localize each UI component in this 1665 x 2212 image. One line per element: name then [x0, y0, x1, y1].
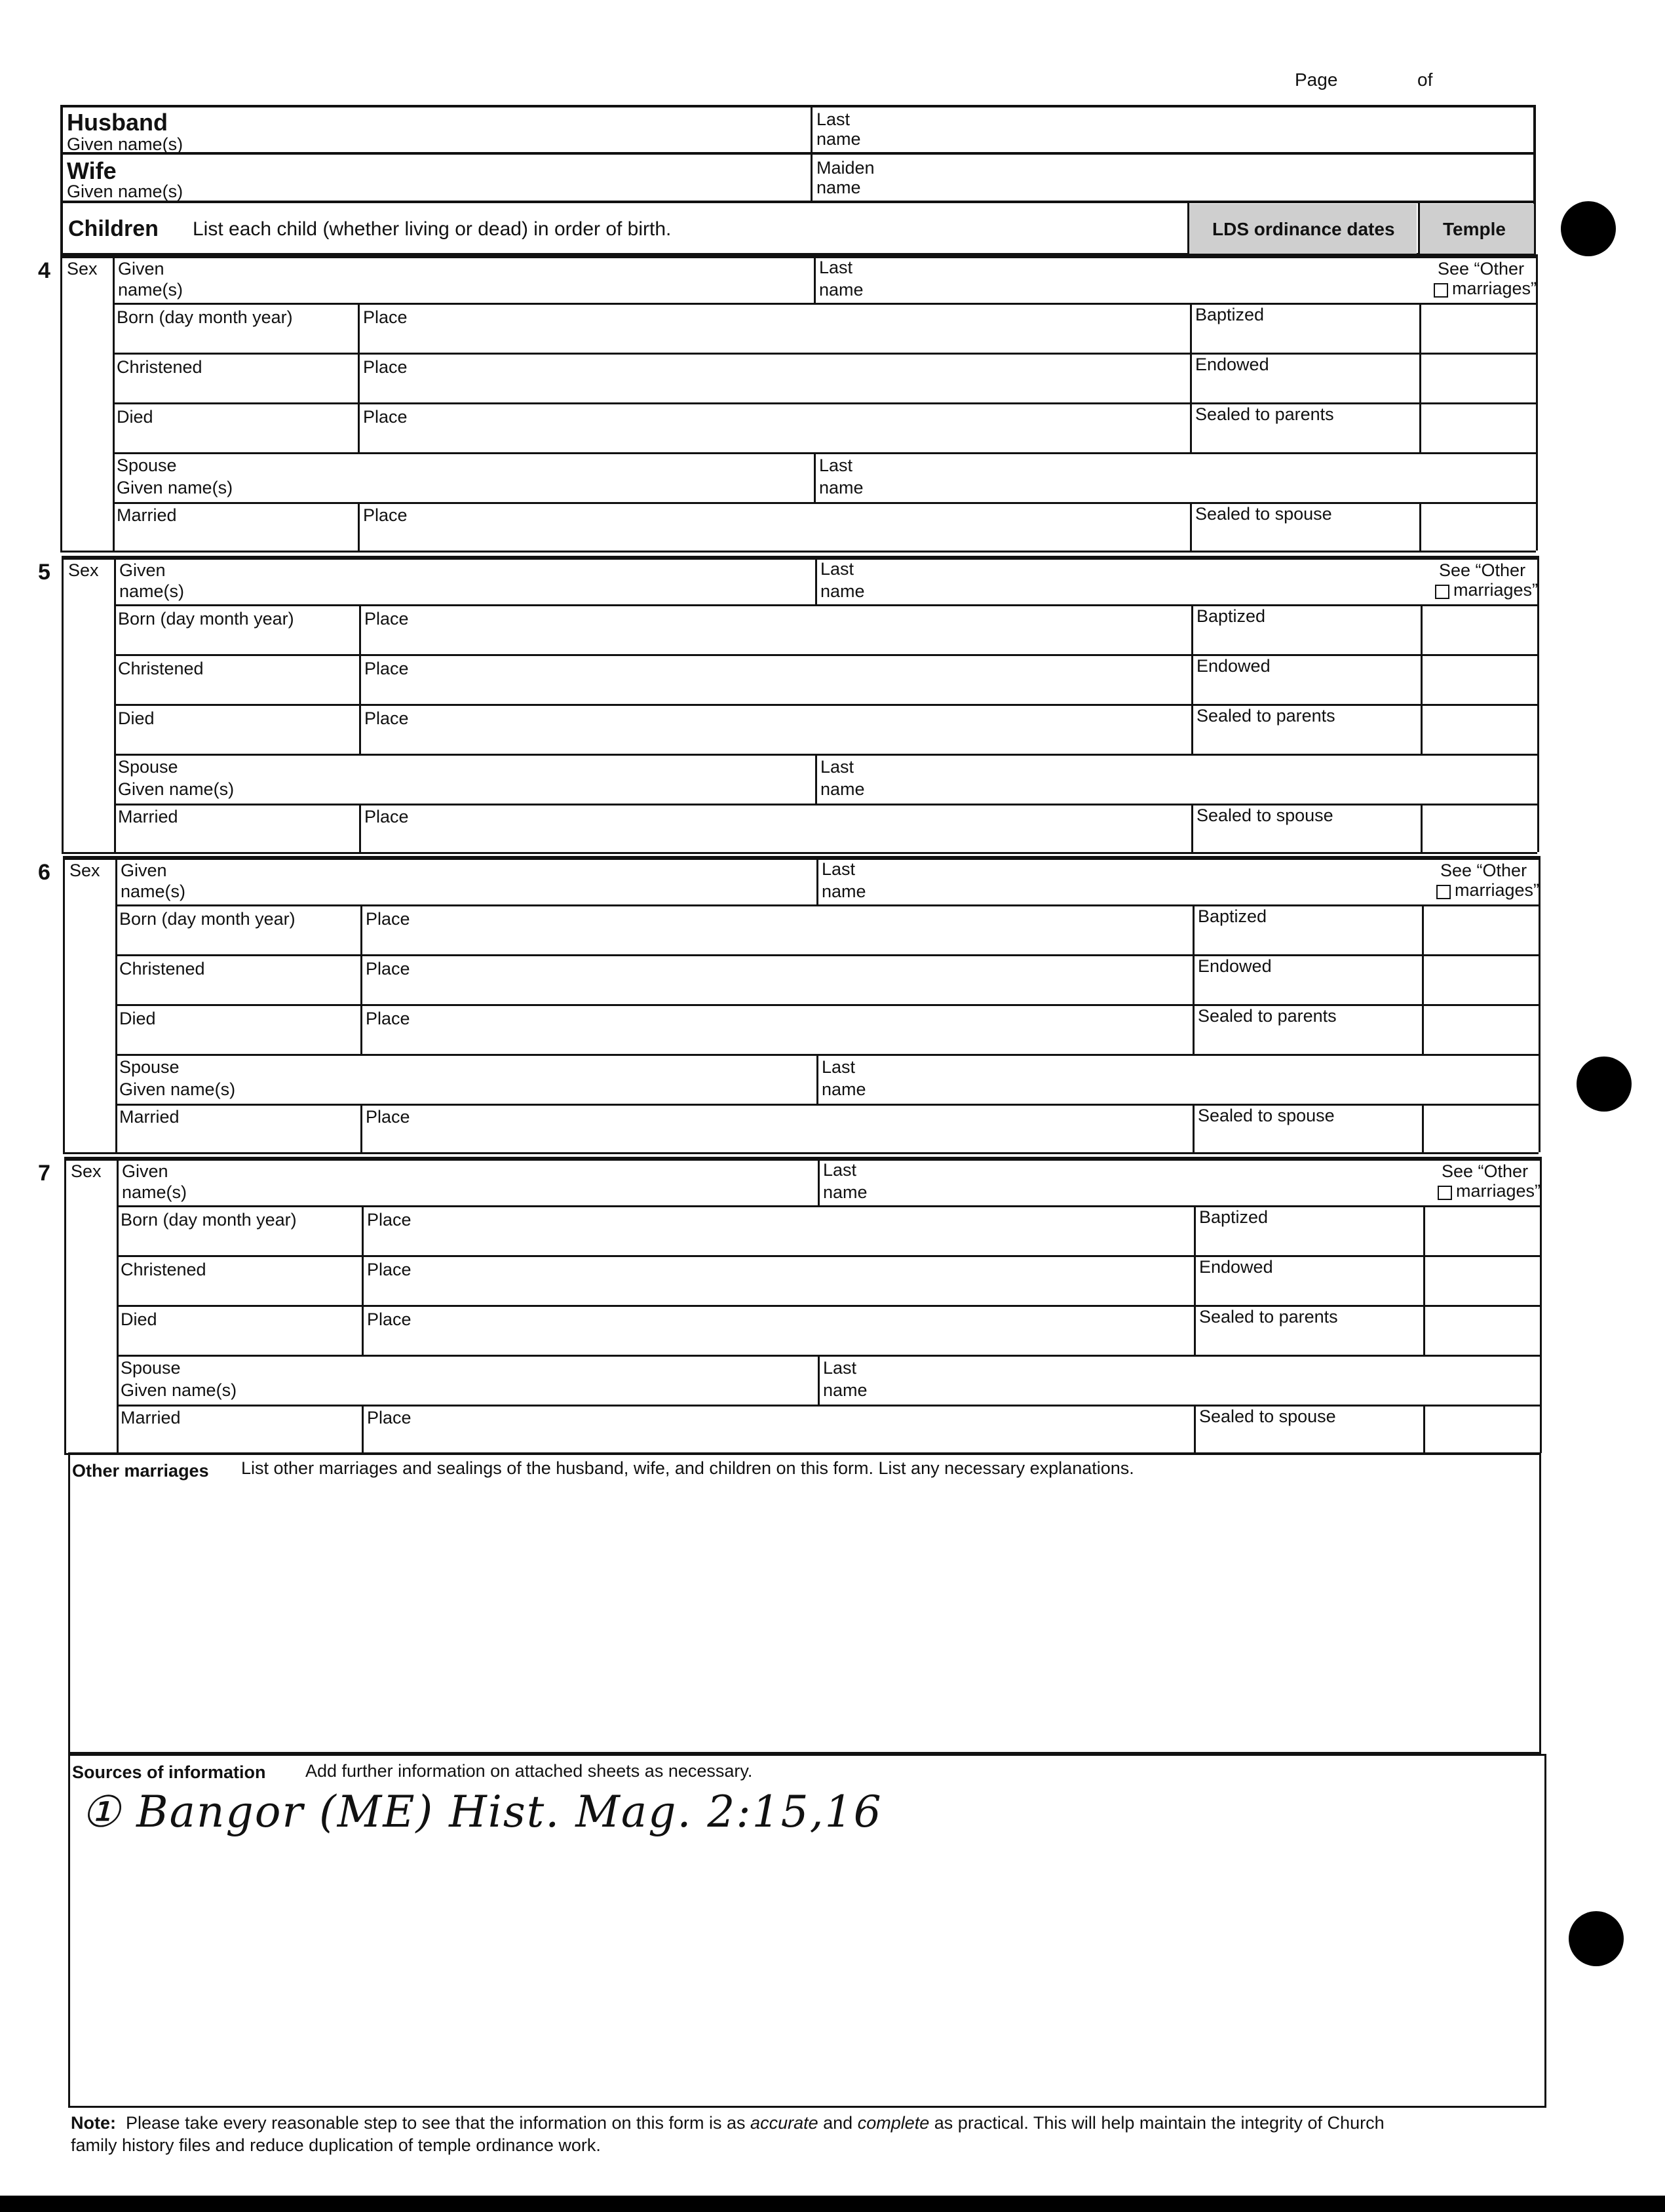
temple-divider — [1423, 1305, 1425, 1355]
died-label: Died — [117, 407, 153, 427]
born-date-field[interactable] — [117, 328, 353, 350]
row-line — [113, 353, 1536, 355]
lds-divider — [1194, 1255, 1196, 1305]
died-date-field[interactable] — [119, 1029, 355, 1051]
place-divider — [358, 303, 360, 353]
born-label: Born (day month year) — [121, 1210, 297, 1230]
endowed-temple-field[interactable] — [1425, 658, 1533, 699]
sealed-spouse-date-field[interactable] — [1198, 1127, 1417, 1148]
married-date-field[interactable] — [118, 827, 354, 848]
place-label: Place — [363, 357, 408, 377]
spouse-label-2: Given name(s) — [118, 779, 235, 799]
endowed-label: Endowed — [1199, 1257, 1273, 1277]
sealed-parents-label: Sealed to parents — [1198, 1006, 1337, 1026]
row-line — [115, 904, 1539, 906]
last-label: Last — [819, 258, 853, 277]
spouse-last-field[interactable] — [881, 758, 1531, 798]
see-other-label-2: marriages” — [1452, 279, 1537, 298]
spouse-label: Spouse — [117, 456, 177, 475]
died-place-field[interactable] — [363, 427, 1185, 450]
endowed-label: Endowed — [1198, 956, 1272, 976]
temple-divider — [1421, 604, 1423, 654]
sex-label: Sex — [67, 259, 98, 279]
baptized-date-field[interactable] — [1196, 628, 1415, 650]
child-given-field[interactable] — [201, 860, 810, 899]
lds-divider — [1191, 654, 1193, 704]
temple-divider — [1423, 1405, 1425, 1453]
spouse-label-2: Given name(s) — [119, 1079, 236, 1099]
spouse-last-label-2: name — [819, 478, 864, 497]
place-divider — [360, 1104, 362, 1152]
place-label: Place — [366, 1107, 410, 1127]
other-marriages-checkbox[interactable] — [1434, 283, 1448, 298]
place-label: Place — [367, 1210, 411, 1230]
endowed-temple-field[interactable] — [1427, 1259, 1536, 1300]
spouse-label: Spouse — [121, 1358, 181, 1378]
last-label-2: name — [822, 882, 866, 901]
child-given-field[interactable] — [198, 258, 807, 298]
lds-divider — [1193, 1004, 1195, 1054]
child-bottom-line — [63, 1152, 1539, 1154]
place-divider — [362, 1255, 364, 1305]
born-date-field[interactable] — [121, 1230, 356, 1252]
place-divider — [359, 654, 361, 704]
born-label: Born (day month year) — [118, 609, 294, 629]
sealed-spouse-temple-field[interactable] — [1427, 1408, 1536, 1448]
sealed-parents-date-field[interactable] — [1195, 426, 1414, 448]
wife-given-label: Given name(s) — [67, 182, 183, 201]
row-line — [114, 654, 1537, 656]
child-last-field[interactable] — [882, 860, 1421, 899]
christened-label: Christened — [118, 659, 204, 678]
place-divider — [362, 1205, 364, 1255]
born-label: Born (day month year) — [119, 909, 296, 929]
endowed-date-field[interactable] — [1199, 1279, 1418, 1301]
wife-maiden-label: Maiden — [816, 158, 875, 178]
baptized-date-field[interactable] — [1199, 1229, 1418, 1251]
temple-divider — [1419, 502, 1421, 551]
punch-hole-top — [1561, 201, 1616, 256]
sealed-parents-temple-field[interactable] — [1423, 406, 1532, 447]
sex-field[interactable] — [66, 579, 105, 602]
sealed-parents-label: Sealed to parents — [1195, 404, 1334, 424]
place-label: Place — [364, 708, 409, 728]
lds-divider — [1190, 303, 1192, 353]
lds-divider — [1190, 353, 1192, 402]
place-label: Place — [367, 1408, 411, 1427]
spouse-last-field[interactable] — [882, 1058, 1532, 1098]
place-label: Place — [366, 959, 410, 979]
sealed-spouse-temple-field[interactable] — [1423, 506, 1532, 545]
other-marriages-title: Other marriages — [72, 1461, 209, 1481]
died-place-field[interactable] — [364, 729, 1186, 751]
died-label: Died — [119, 1009, 156, 1028]
married-date-field[interactable] — [121, 1428, 356, 1449]
married-label: Married — [119, 1107, 180, 1127]
child-divider — [818, 1157, 820, 1205]
given-label: Given — [118, 259, 164, 279]
baptized-label: Baptized — [1199, 1207, 1269, 1227]
spouse-given-field[interactable] — [273, 1058, 810, 1098]
row-line — [117, 1205, 1540, 1207]
endowed-date-field[interactable] — [1198, 978, 1417, 1000]
temple-divider — [1419, 303, 1421, 353]
last-label: Last — [822, 859, 856, 879]
spouse-last-label: Last — [820, 757, 854, 777]
place-divider — [362, 1305, 364, 1355]
died-date-field[interactable] — [117, 427, 353, 450]
sources-title: Sources of information — [72, 1762, 266, 1782]
husband-given-label: Given name(s) — [67, 134, 183, 154]
given-label-2: name(s) — [122, 1182, 187, 1202]
spouse-label: Spouse — [119, 1057, 180, 1077]
husband-given-field[interactable] — [216, 111, 793, 151]
place-label: Place — [367, 1260, 411, 1279]
child-left-border — [62, 556, 64, 852]
child-number: 5 — [38, 560, 50, 585]
child-last-field[interactable] — [881, 560, 1419, 599]
temple-header: Temple — [1443, 219, 1506, 239]
sex-field[interactable] — [64, 278, 104, 300]
child-number: 7 — [38, 1161, 50, 1186]
christened-date-field[interactable] — [121, 1280, 356, 1302]
temple-divider — [1423, 1205, 1425, 1255]
handwritten-source-entry: ① Bangor (ME) Hist. Mag. 2:15,16 — [81, 1787, 883, 1837]
spouse-given-field[interactable] — [271, 758, 809, 798]
baptized-temple-field[interactable] — [1425, 608, 1533, 649]
see-other-label-2: marriages” — [1455, 880, 1540, 900]
spouse-last-label-2: name — [823, 1380, 868, 1400]
sealed-parents-temple-field[interactable] — [1426, 1008, 1535, 1049]
see-other-label: See “Other — [1438, 259, 1525, 279]
baptized-temple-field[interactable] — [1426, 908, 1535, 949]
christened-date-field[interactable] — [118, 679, 354, 701]
spouse-divider — [818, 1355, 820, 1405]
children-title: Children — [68, 216, 159, 241]
sex-label: Sex — [68, 560, 99, 580]
christened-place-field[interactable] — [363, 378, 1185, 400]
baptized-temple-field[interactable] — [1423, 307, 1532, 347]
place-divider — [358, 353, 360, 402]
note-text: Note: Please take every reasonable step to see that the information on this form is as accurate and complete as practical. This will help maintain the integrity of Church family history files and reduce duplication of temple ordinance work. — [71, 2113, 1385, 2155]
row-line — [117, 1255, 1540, 1257]
sex-field[interactable] — [67, 880, 106, 902]
endowed-label: Endowed — [1195, 355, 1269, 374]
baptized-label: Baptized — [1195, 305, 1265, 324]
christened-place-field[interactable] — [366, 979, 1187, 1001]
married-place-field[interactable] — [364, 827, 1186, 848]
lds-divider — [1191, 704, 1193, 754]
endowed-date-field[interactable] — [1196, 678, 1415, 700]
born-place-field[interactable] — [367, 1230, 1189, 1252]
child-left-border — [64, 1157, 66, 1453]
see-other-label-2: marriages” — [1456, 1181, 1541, 1201]
place-divider — [358, 502, 360, 551]
scan-edge-bar — [0, 2196, 1665, 2212]
given-label-2: name(s) — [118, 280, 183, 300]
spouse-last-label-2: name — [820, 779, 865, 799]
lds-divider — [1194, 1305, 1196, 1355]
place-label: Place — [364, 609, 409, 629]
place-divider — [359, 804, 361, 852]
sealed-parents-label: Sealed to parents — [1196, 706, 1335, 726]
place-label: Place — [363, 505, 408, 525]
spouse-last-label: Last — [823, 1358, 857, 1378]
married-place-field[interactable] — [366, 1127, 1187, 1148]
place-label: Place — [366, 909, 410, 929]
other-marriages-checkbox[interactable] — [1438, 1186, 1452, 1200]
child-bottom-line — [60, 551, 1536, 553]
died-date-field[interactable] — [121, 1330, 356, 1352]
spouse-label-2: Given name(s) — [121, 1380, 237, 1400]
lds-divider — [1193, 904, 1195, 954]
spouse-last-label: Last — [819, 456, 853, 475]
husband-last-field[interactable] — [865, 111, 1520, 151]
temple-divider — [1422, 954, 1424, 1004]
other-marriages-instruction: List other marriages and sealings of the husband, wife, and children on this form. List any necessary explanations. — [241, 1458, 1134, 1478]
married-date-field[interactable] — [119, 1127, 355, 1148]
temple-divider — [1421, 654, 1423, 704]
died-label: Died — [118, 708, 155, 728]
born-date-field[interactable] — [119, 929, 355, 952]
temple-divider — [1421, 804, 1423, 852]
temple-divider — [1423, 1255, 1425, 1305]
last-label-2: name — [820, 581, 865, 601]
last-label: Last — [820, 559, 854, 579]
note-title: Note: — [71, 2113, 116, 2133]
lds-ordinance-dates-header: LDS ordinance dates — [1212, 219, 1395, 239]
row-line — [115, 954, 1539, 956]
husband-title: Husband — [67, 109, 168, 136]
place-divider — [359, 704, 361, 754]
sex-field[interactable] — [68, 1180, 107, 1203]
sealed-parents-temple-field[interactable] — [1427, 1309, 1536, 1349]
children-instruction: List each child (whether living or dead) in order of birth. — [193, 218, 672, 240]
lds-divider — [1191, 604, 1193, 654]
row-line — [114, 754, 1537, 756]
row-line — [113, 303, 1536, 305]
punch-hole-bottom — [1569, 1911, 1624, 1966]
sealed-spouse-date-field[interactable] — [1195, 526, 1414, 547]
sealed-spouse-temple-field[interactable] — [1425, 807, 1533, 847]
temple-divider — [1419, 402, 1421, 452]
endowed-temple-field[interactable] — [1426, 958, 1535, 999]
lds-divider — [1190, 402, 1192, 452]
child-divider — [815, 556, 817, 604]
lds-divider — [1193, 1104, 1195, 1152]
child-last-field[interactable] — [879, 258, 1418, 298]
sex-label: Sex — [69, 861, 100, 880]
sealed-parents-temple-field[interactable] — [1425, 708, 1533, 748]
christened-place-field[interactable] — [364, 679, 1186, 701]
temple-divider — [1422, 1004, 1424, 1054]
temple-divider — [1422, 1104, 1424, 1152]
husband-last-label: Last — [816, 109, 851, 129]
spouse-label-2: Given name(s) — [117, 478, 233, 497]
child-number: 6 — [38, 860, 50, 885]
place-label: Place — [367, 1310, 411, 1329]
endowed-label: Endowed — [1196, 656, 1271, 676]
christened-label: Christened — [117, 357, 202, 377]
died-date-field[interactable] — [118, 729, 354, 751]
born-label: Born (day month year) — [117, 307, 293, 327]
child-last-field[interactable] — [883, 1161, 1422, 1200]
other-marriages-checkbox[interactable] — [1435, 585, 1449, 599]
sealed-parents-label: Sealed to parents — [1199, 1307, 1338, 1327]
place-label: Place — [366, 1009, 410, 1028]
baptized-date-field[interactable] — [1198, 928, 1417, 950]
born-place-field[interactable] — [364, 629, 1186, 651]
married-label: Married — [121, 1408, 181, 1427]
last-label-2: name — [823, 1182, 868, 1202]
christened-place-field[interactable] — [367, 1280, 1189, 1302]
spouse-given-field[interactable] — [274, 1359, 811, 1399]
spouse-label: Spouse — [118, 757, 178, 777]
sealed-spouse-temple-field[interactable] — [1426, 1108, 1535, 1147]
endowed-temple-field[interactable] — [1423, 357, 1532, 397]
lds-divider — [1193, 954, 1195, 1004]
sealed-parents-date-field[interactable] — [1198, 1028, 1417, 1050]
last-label: Last — [823, 1160, 857, 1180]
baptized-date-field[interactable] — [1195, 326, 1414, 349]
other-marriages-checkbox[interactable] — [1436, 885, 1451, 899]
spouse-last-field[interactable] — [883, 1359, 1533, 1399]
place-divider — [360, 904, 362, 954]
born-date-field[interactable] — [118, 629, 354, 651]
place-label: Place — [363, 307, 408, 327]
child-divider — [814, 254, 816, 303]
child-number: 4 — [38, 258, 50, 283]
wife-given-field[interactable] — [216, 160, 793, 199]
place-label: Place — [364, 807, 409, 826]
last-label-2: name — [819, 280, 864, 300]
baptized-label: Baptized — [1196, 606, 1266, 626]
spouse-last-label: Last — [822, 1057, 856, 1077]
place-divider — [358, 402, 360, 452]
spouse-divider — [814, 452, 816, 502]
temple-divider — [1419, 353, 1421, 402]
born-place-field[interactable] — [366, 929, 1187, 952]
page-label: Page — [1295, 69, 1338, 90]
place-divider — [360, 954, 362, 1004]
died-place-field[interactable] — [366, 1029, 1187, 1051]
see-other-label-2: marriages” — [1453, 580, 1539, 600]
baptized-temple-field[interactable] — [1427, 1209, 1536, 1250]
child-bottom-line — [62, 852, 1537, 854]
wife-title: Wife — [67, 157, 117, 184]
of-label: of — [1417, 69, 1433, 90]
child-left-border — [60, 254, 62, 551]
given-label-2: name(s) — [119, 581, 185, 601]
spouse-last-label-2: name — [822, 1079, 866, 1099]
endowed-date-field[interactable] — [1195, 376, 1414, 398]
sealed-spouse-label: Sealed to spouse — [1198, 1106, 1335, 1125]
sealed-spouse-date-field[interactable] — [1196, 827, 1415, 848]
given-label: Given — [119, 560, 166, 580]
child-given-field[interactable] — [202, 1161, 811, 1200]
row-line — [117, 1355, 1540, 1357]
married-place-field[interactable] — [367, 1428, 1189, 1449]
given-label-2: name(s) — [121, 882, 186, 901]
born-place-field[interactable] — [363, 328, 1185, 350]
sealed-parents-date-field[interactable] — [1199, 1329, 1418, 1351]
temple-divider — [1422, 904, 1424, 954]
sealed-spouse-date-field[interactable] — [1199, 1428, 1418, 1449]
wife-maiden-label-2: name — [816, 178, 861, 197]
married-place-field[interactable] — [363, 526, 1185, 547]
lds-divider — [1190, 502, 1192, 551]
sealed-spouse-label: Sealed to spouse — [1196, 805, 1333, 825]
place-label: Place — [363, 407, 408, 427]
christened-date-field[interactable] — [117, 378, 353, 400]
spouse-last-field[interactable] — [879, 456, 1529, 497]
lds-divider — [1194, 1405, 1196, 1453]
child-given-field[interactable] — [199, 560, 809, 599]
place-label: Place — [364, 659, 409, 678]
other-marriages-section[interactable] — [68, 1452, 1541, 1754]
sex-label: Sex — [71, 1161, 102, 1181]
place-divider — [359, 604, 361, 654]
spouse-divider — [816, 1054, 818, 1104]
sealed-spouse-label: Sealed to spouse — [1199, 1407, 1336, 1426]
sealed-spouse-label: Sealed to spouse — [1195, 504, 1332, 524]
see-other-label: See “Other — [1442, 1161, 1529, 1181]
baptized-label: Baptized — [1198, 906, 1267, 926]
child-left-border — [63, 856, 65, 1152]
wife-maiden-field[interactable] — [871, 160, 1520, 199]
lds-divider — [1191, 804, 1193, 852]
child-divider — [816, 856, 818, 904]
see-other-label: See “Other — [1439, 560, 1526, 580]
sealed-parents-date-field[interactable] — [1196, 728, 1415, 750]
place-divider — [360, 1004, 362, 1054]
spouse-given-field[interactable] — [270, 456, 807, 497]
row-line — [113, 452, 1536, 454]
temple-divider — [1421, 704, 1423, 754]
punch-hole-middle — [1577, 1057, 1632, 1112]
died-place-field[interactable] — [367, 1330, 1189, 1352]
spouse-divider — [815, 754, 817, 804]
see-other-label: See “Other — [1440, 861, 1527, 880]
row-line — [115, 1054, 1539, 1056]
christened-label: Christened — [119, 959, 205, 979]
given-label: Given — [122, 1161, 168, 1181]
husband-last-label-2: name — [816, 129, 861, 149]
died-label: Died — [121, 1310, 157, 1329]
married-label: Married — [117, 505, 177, 525]
lds-divider — [1194, 1205, 1196, 1255]
married-date-field[interactable] — [117, 526, 353, 547]
christened-label: Christened — [121, 1260, 206, 1279]
place-divider — [362, 1405, 364, 1453]
row-line — [114, 604, 1537, 606]
sources-instruction: Add further information on attached sheets as necessary. — [305, 1761, 753, 1781]
christened-date-field[interactable] — [119, 979, 355, 1001]
given-label: Given — [121, 861, 167, 880]
married-label: Married — [118, 807, 178, 826]
